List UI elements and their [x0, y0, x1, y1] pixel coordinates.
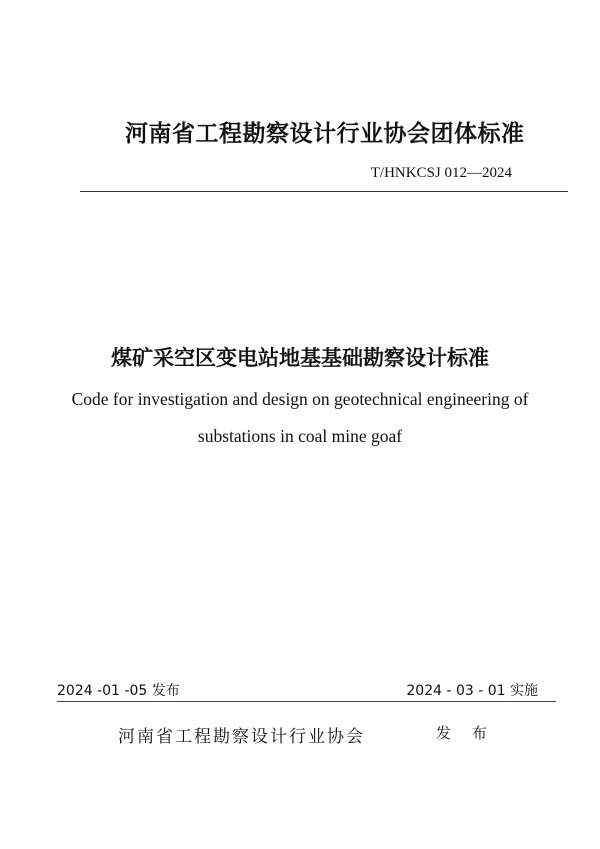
publish-date: 2024 -01 -05 发布	[57, 683, 180, 699]
implement-date: 2024 - 03 - 01 实施	[406, 683, 538, 699]
issuing-organization: 河南省工程勘察设计行业协会	[118, 727, 365, 747]
document-title-chinese: 煤矿采空区变电站地基基础勘察设计标准	[111, 345, 489, 370]
footer-divider	[57, 701, 556, 702]
standard-code: T/HNKCSJ 012—2024	[370, 165, 512, 181]
document-title-english-line2: substations in coal mine goaf	[197, 426, 403, 446]
organization-standard-heading: 河南省工程勘察设计行业协会团体标准	[125, 120, 525, 147]
header-divider	[80, 191, 568, 192]
issue-label: 发 布	[436, 724, 495, 742]
document-title-english-line1: Code for investigation and design on geotechnical engineering of	[71, 389, 529, 409]
